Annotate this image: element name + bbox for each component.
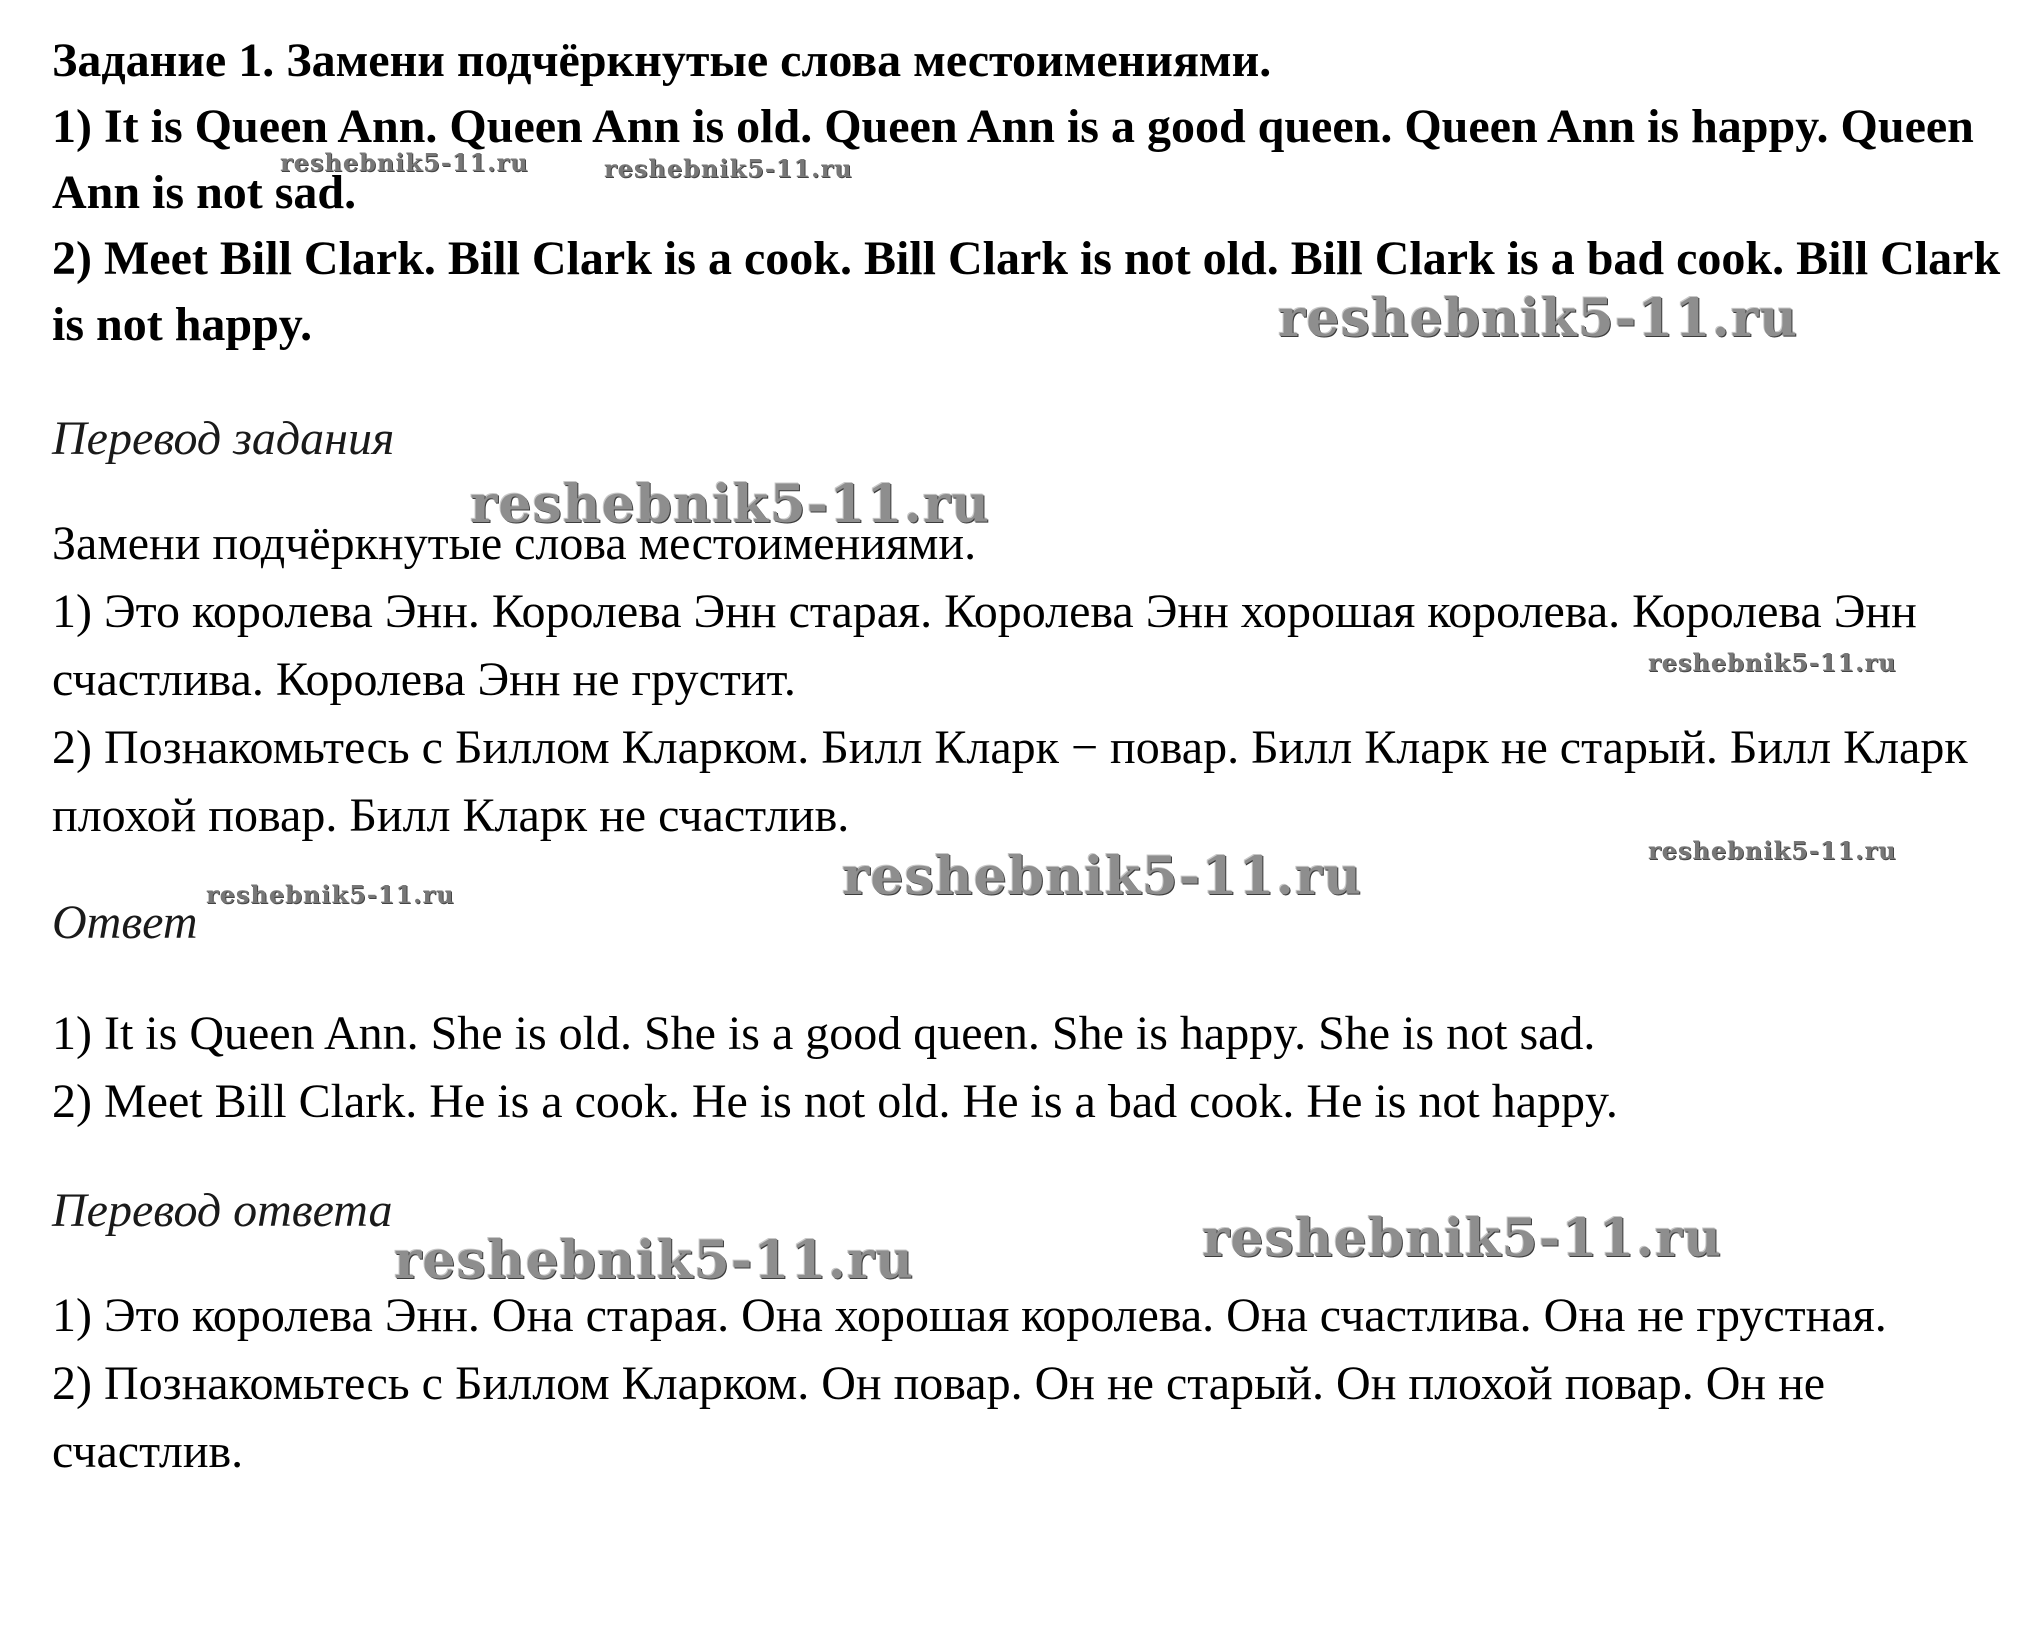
watermark: reshebnik5-11.ru [1648,648,1897,677]
answer-heading: Ответ [52,896,198,949]
answer-block [52,1000,2012,1136]
translation-answer-line-2: 2) Познакомьтесь с Биллом Кларком. Он повар. Он не старый. Он плохой повар. Он не счастлив. [52,1357,1826,1478]
answer-line-1: 1) It is Queen Ann. She is old. She is a good queen. She is happy. She is not sad. [52,1007,1596,1060]
task-line-2: 2) Meet Bill Clark. Bill Clark is a cook. Bill Clark is not old. Bill Clark is a bad cook. Bill Clark is not happy. [52,232,2001,351]
translation-task-heading: Перевод задания [52,412,395,465]
task-line-1: 1) It is Queen Ann. Queen Ann is old. Queen Ann is a good queen. Queen Ann is happy. Queen Ann is not sad. [52,100,1974,219]
watermark: reshebnik5-11.ru [280,148,529,177]
translation-answer-block [52,1282,2012,1486]
watermark: reshebnik5-11.ru [842,846,1363,907]
translation-task-block [52,510,2012,850]
watermark: reshebnik5-11.ru [604,154,853,183]
task-title: Задание 1. Замени подчёркнутые слова местоимениями. [52,34,1272,87]
watermark: reshebnik5-11.ru [1648,836,1897,865]
watermark: reshebnik5-11.ru [206,880,455,909]
watermark: reshebnik5-11.ru [470,474,991,535]
translation-answer-line-1: 1) Это королева Энн. Она старая. Она хорошая королева. Она счастлива. Она не грустная. [52,1289,1887,1342]
translation-task-title: Замени подчёркнутые слова местоимениями. [52,517,977,570]
translation-task-line-2: 2) Познакомьтесь с Биллом Кларком. Билл Кларк − повар. Билл Кларк не старый. Билл Кларк плохой повар. Билл Кларк не счастлив. [52,721,1968,842]
answer-line-2: 2) Meet Bill Clark. He is a cook. He is not old. He is a bad cook. He is not happy. [52,1075,1618,1128]
watermark: reshebnik5-11.ru [394,1230,915,1291]
translation-task-line-1: 1) Это королева Энн. Королева Энн старая. Королева Энн хорошая королева. Королева Энн счастлива. Королева Энн не грустит. [52,585,1917,706]
watermark: reshebnik5-11.ru [1278,288,1799,349]
translation-answer-heading: Перевод ответа [52,1184,393,1237]
watermark: reshebnik5-11.ru [1202,1208,1723,1269]
